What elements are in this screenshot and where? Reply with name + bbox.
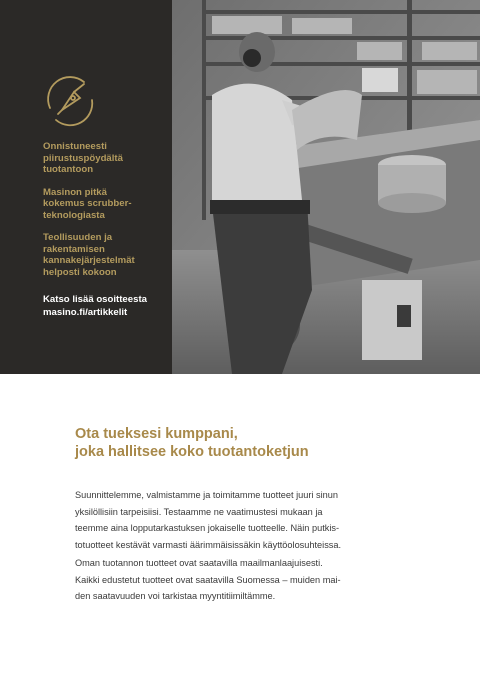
link-line: piirustuspöydältä xyxy=(43,152,123,164)
link-line: Onnistuneesti xyxy=(43,141,107,152)
link-line: Teollisuuden ja xyxy=(43,232,113,243)
link-line: teknologiasta xyxy=(43,209,105,221)
headline-line: Ota tueksesi kumppani, xyxy=(75,426,238,442)
industrial-worker-photo xyxy=(172,0,480,374)
headline-line: joka hallitsee koko tuotantoketjun xyxy=(75,443,309,460)
paragraph-line: Suunnittelemme, valmistamme ja toimitamme tuotteet juuri sinun xyxy=(75,490,338,500)
photo-illustration xyxy=(172,0,480,374)
paragraph-line: totuotteet kestävät varmasti äärimmäisissäkin käyttöolosuhteissa. xyxy=(75,539,342,550)
visit-url: masino.fi/artikkelit xyxy=(43,306,128,318)
paragraph-line: Kaikki edustetut tuotteet ovat saatavilla Suomessa – muiden mai- xyxy=(75,574,341,585)
article-links xyxy=(43,141,168,289)
article-link-1[interactable] xyxy=(43,141,168,176)
article-link-2[interactable] xyxy=(43,187,168,222)
fountain-pen-nib-icon xyxy=(40,70,100,130)
visit-website-text[interactable] xyxy=(43,294,147,319)
sidebar-panel xyxy=(0,0,172,374)
paragraph-line: yksilöllisiin tarpeisiisi. Testaamme ne vaatimustesi mukaan ja xyxy=(75,506,323,517)
body-paragraph-1 xyxy=(75,487,341,553)
link-line: helposti kokoon xyxy=(43,266,117,278)
visit-line: Katso lisää osoitteesta xyxy=(43,294,147,305)
page-headline xyxy=(75,426,309,461)
paragraph-line: Oman tuotannon tuotteet ovat saatavilla maailmanlaajuisesti. xyxy=(75,558,323,568)
paragraph-line: teemme aina lopputarkastuksen jokaiselle tuotteelle. Näin putkis- xyxy=(75,523,340,533)
link-line: kannakejärjestelmät xyxy=(43,255,135,266)
paragraph-line: den saatavuuden voi tarkistaa myyntitiimiltämme. xyxy=(75,591,276,601)
link-line: Masinon pitkä xyxy=(43,186,107,198)
body-paragraph-2 xyxy=(75,555,341,605)
link-line: tuotantoon xyxy=(43,164,94,175)
link-line: kokemus scrubber- xyxy=(43,198,132,209)
link-line: rakentamisen xyxy=(43,243,105,255)
article-link-3[interactable] xyxy=(43,232,168,278)
